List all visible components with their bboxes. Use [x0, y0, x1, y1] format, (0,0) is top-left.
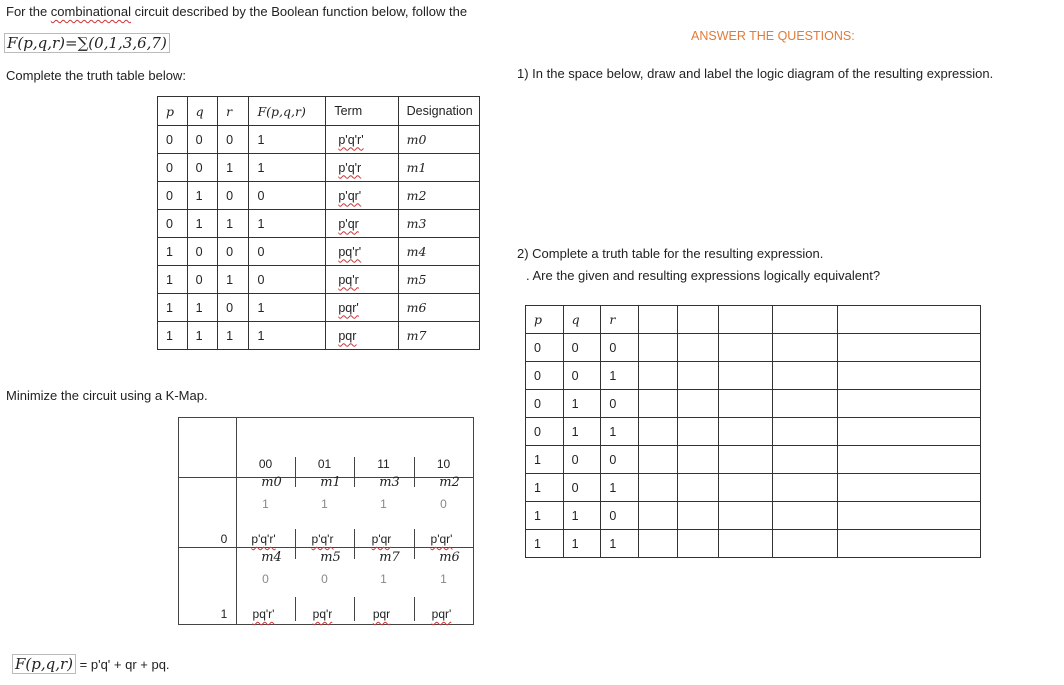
truth-table-cell-desig: m6	[398, 294, 479, 322]
answer-cell-blank[interactable]	[638, 502, 677, 530]
truth-table-cell-f: 1	[249, 322, 326, 350]
truth-table-cell-p: 0	[158, 126, 188, 154]
kmap-col-header: 00	[258, 457, 273, 471]
truth-table-cell-f: 1	[249, 294, 326, 322]
kmap-col-header: 10	[436, 457, 451, 471]
kmap-minterm: m3	[379, 475, 400, 490]
answer-cell-value[interactable]: 0	[601, 390, 639, 418]
truth-table-header-1: q	[187, 97, 218, 126]
kmap-value: 1	[321, 497, 328, 511]
answer-cell-blank[interactable]	[773, 474, 838, 502]
truth-table-cell-f: 0	[249, 266, 326, 294]
truth-table-cell-term	[326, 154, 398, 182]
answer-header-p[interactable]: p	[526, 306, 564, 334]
answer-cell-value[interactable]: 1	[563, 418, 601, 446]
answer-cell-blank[interactable]	[638, 530, 677, 558]
term-text: p'qr'	[338, 188, 362, 203]
truth-table-cell-desig: m4	[398, 238, 479, 266]
kmap-term: p'qr'	[430, 532, 453, 546]
kmap-minterm: m0	[261, 475, 282, 490]
truth-table-cell-r: 0	[218, 182, 249, 210]
truth-table-cell-q: 1	[187, 182, 218, 210]
truth-table-row	[158, 154, 480, 182]
truth-table-cell-desig: m2	[398, 182, 479, 210]
answer-cell-blank[interactable]	[773, 334, 838, 362]
answer-cell-value[interactable]: 0	[526, 390, 564, 418]
answer-cell-blank[interactable]	[773, 418, 838, 446]
answer-cell-blank[interactable]	[678, 418, 719, 446]
answer-cell-blank[interactable]	[678, 530, 719, 558]
answer-table-row	[526, 418, 981, 446]
intro-line	[6, 4, 467, 19]
kmap-gridline	[178, 417, 179, 625]
kmap-minterm: m1	[320, 475, 341, 490]
answer-cell-blank[interactable]	[838, 502, 981, 530]
truth-table-cell-desig: m7	[398, 322, 479, 350]
truth-table-cell-term	[326, 238, 398, 266]
answer-cell-blank[interactable]	[638, 334, 677, 362]
kmap-value: 0	[262, 572, 269, 586]
kmap-minterm: m7	[379, 550, 400, 565]
answer-cell-value[interactable]: 1	[526, 530, 564, 558]
truth-table-cell-r: 1	[218, 322, 249, 350]
truth-table-cell-desig: m5	[398, 266, 479, 294]
truth-table-cell-p: 1	[158, 238, 188, 266]
kmap-term: pq'r'	[252, 607, 275, 621]
answer-cell-blank[interactable]	[838, 530, 981, 558]
answer-header-blank[interactable]	[718, 306, 772, 334]
truth-table-cell-desig: m3	[398, 210, 479, 238]
answer-cell-blank[interactable]	[838, 390, 981, 418]
answer-cell-value[interactable]: 0	[526, 362, 564, 390]
truth-table-cell-q: 1	[187, 322, 218, 350]
kmap-minterm: m6	[439, 550, 460, 565]
truth-table-row	[158, 210, 480, 238]
truth-table-cell-p: 0	[158, 210, 188, 238]
intro-text-a: For the	[6, 4, 51, 19]
kmap-gridline	[178, 417, 474, 418]
answer-cell-blank[interactable]	[718, 474, 772, 502]
answer-cell-value[interactable]: 0	[563, 474, 601, 502]
kmap-value: 1	[380, 572, 387, 586]
answer-cell-blank[interactable]	[718, 390, 772, 418]
truth-table-cell-r: 0	[218, 294, 249, 322]
truth-table-cell-term	[326, 322, 398, 350]
truth-table-cell-f: 0	[249, 182, 326, 210]
answer-table-row	[526, 530, 981, 558]
truth-table-header-4: Term	[326, 97, 398, 126]
truth-table-row	[158, 182, 480, 210]
kmap-row-header: 0	[220, 532, 228, 546]
truth-table-cell-q: 1	[187, 294, 218, 322]
truth-table-cell-q: 0	[187, 154, 218, 182]
answer-cell-blank[interactable]	[718, 446, 772, 474]
truth-table-header-2: r	[218, 97, 249, 126]
truth-table-cell-p: 1	[158, 294, 188, 322]
answer-cell-blank[interactable]	[678, 474, 719, 502]
truth-table-cell-q: 0	[187, 266, 218, 294]
answer-cell-value[interactable]: 1	[526, 446, 564, 474]
kmap-col-header: 01	[317, 457, 332, 471]
kmap	[178, 417, 474, 625]
truth-table-cell-r: 1	[218, 266, 249, 294]
boolean-function: F(p,q,r)=∑(0,1,3,6,7)	[4, 33, 170, 53]
answer-table-row	[526, 502, 981, 530]
truth-table-cell-q: 0	[187, 238, 218, 266]
kmap-col-header: 11	[377, 457, 390, 471]
kmap-term: p'q'r	[311, 532, 334, 546]
truth-table-cell-r: 0	[218, 126, 249, 154]
answer-table-row	[526, 474, 981, 502]
answer-cell-blank[interactable]	[718, 334, 772, 362]
answer-cell-value[interactable]: 1	[601, 474, 639, 502]
kmap-minterm: m5	[320, 550, 341, 565]
truth-table-cell-term	[326, 210, 398, 238]
kmap-term: pqr'	[431, 607, 452, 621]
kmap-gridline	[178, 547, 474, 548]
term-text: pq'r	[338, 272, 359, 287]
truth-table-cell-p: 1	[158, 266, 188, 294]
answer-cell-blank[interactable]	[838, 334, 981, 362]
answer-cell-blank[interactable]	[718, 418, 772, 446]
truth-table-cell-q: 1	[187, 210, 218, 238]
truth-table-cell-r: 0	[218, 238, 249, 266]
term-text: pqr	[338, 328, 357, 343]
answer-cell-blank[interactable]	[838, 418, 981, 446]
truth-table-cell-r: 1	[218, 210, 249, 238]
answer-table-row	[526, 334, 981, 362]
result-rhs: = p'q' + qr + pq.	[79, 657, 170, 672]
answer-cell-blank[interactable]	[718, 502, 772, 530]
term-text: p'q'r'	[338, 132, 364, 147]
answer-cell-blank[interactable]	[838, 446, 981, 474]
answer-cell-blank[interactable]	[678, 334, 719, 362]
truth-table-header-3: F(p,q,r)	[249, 97, 326, 126]
kmap-gridline	[473, 417, 474, 625]
answer-cell-blank[interactable]	[638, 446, 677, 474]
truth-table-cell-q: 0	[187, 126, 218, 154]
truth-table-cell-term	[326, 182, 398, 210]
answer-truth-table	[525, 305, 981, 558]
answer-cell-value[interactable]: 0	[563, 446, 601, 474]
truth-table-cell-term	[326, 266, 398, 294]
truth-table-row	[158, 126, 480, 154]
term-text: pq'r'	[338, 244, 362, 259]
truth-table	[157, 96, 480, 350]
question-2: 2) Complete a truth table for the resulting expression.	[517, 246, 824, 261]
intro-text-word: combinational	[50, 4, 132, 19]
truth-table-cell-f: 0	[249, 238, 326, 266]
answer-cell-blank[interactable]	[638, 362, 677, 390]
kmap-term: p'q'r'	[251, 532, 276, 546]
answer-cell-blank[interactable]	[773, 390, 838, 418]
truth-table-row	[158, 266, 480, 294]
question-1: 1) In the space below, draw and label the logic diagram of the resulting expression.	[517, 66, 994, 81]
answer-cell-value[interactable]: 0	[601, 446, 639, 474]
answer-cell-blank[interactable]	[718, 530, 772, 558]
answer-cell-blank[interactable]	[838, 474, 981, 502]
kmap-row-header: 1	[220, 607, 228, 621]
answer-cell-blank[interactable]	[678, 362, 719, 390]
kmap-term: pq'r	[312, 607, 333, 621]
answer-cell-value[interactable]: 0	[601, 502, 639, 530]
answer-header-blank[interactable]	[638, 306, 677, 334]
kmap-value: 1	[262, 497, 269, 511]
result-lhs: F(p,q,r)	[12, 654, 76, 674]
answer-header-blank[interactable]	[773, 306, 838, 334]
kmap-minterm: m2	[439, 475, 460, 490]
answer-cell-blank[interactable]	[718, 362, 772, 390]
truth-table-cell-f: 1	[249, 126, 326, 154]
answer-cell-blank[interactable]	[638, 390, 677, 418]
truth-table-cell-p: 0	[158, 182, 188, 210]
answer-cell-value[interactable]: 0	[563, 362, 601, 390]
kmap-minterm: m4	[261, 550, 282, 565]
answer-cell-value[interactable]: 1	[601, 530, 639, 558]
kmap-gridline	[236, 417, 237, 625]
answer-cell-blank[interactable]	[773, 446, 838, 474]
answer-title: ANSWER THE QUESTIONS:	[691, 29, 855, 43]
truth-table-cell-desig: m0	[398, 126, 479, 154]
answer-cell-blank[interactable]	[678, 446, 719, 474]
truth-table-cell-f: 1	[249, 154, 326, 182]
answer-table-row	[526, 446, 981, 474]
kmap-value: 0	[440, 497, 447, 511]
intro-text-b: circuit described by the Boolean function below, follow the	[131, 4, 468, 19]
answer-header-q[interactable]: q	[563, 306, 601, 334]
truth-table-cell-term	[326, 294, 398, 322]
question-2b: . Are the given and resulting expressions logically equivalent?	[526, 268, 881, 283]
answer-header-blank[interactable]	[678, 306, 719, 334]
kmap-value: 1	[380, 497, 387, 511]
result-expression	[12, 655, 170, 673]
answer-header-r[interactable]: r	[601, 306, 639, 334]
answer-table-header	[526, 306, 981, 334]
answer-cell-value[interactable]: 1	[563, 502, 601, 530]
answer-cell-value[interactable]: 1	[601, 418, 639, 446]
answer-cell-blank[interactable]	[773, 502, 838, 530]
truth-table-cell-p: 0	[158, 154, 188, 182]
truth-table-cell-r: 1	[218, 154, 249, 182]
answer-cell-blank[interactable]	[638, 418, 677, 446]
kmap-term: p'qr	[371, 532, 392, 546]
answer-cell-value[interactable]: 0	[601, 334, 639, 362]
answer-cell-value[interactable]: 1	[526, 502, 564, 530]
answer-cell-blank[interactable]	[838, 362, 981, 390]
truth-table-cell-term	[326, 126, 398, 154]
answer-cell-blank[interactable]	[638, 474, 677, 502]
answer-cell-value[interactable]: 0	[526, 418, 564, 446]
kmap-value: 1	[440, 572, 447, 586]
truth-table-prompt: Complete the truth table below:	[6, 68, 186, 83]
truth-table-row	[158, 238, 480, 266]
kmap-term: pqr	[372, 607, 391, 621]
answer-cell-blank[interactable]	[773, 362, 838, 390]
truth-table-row	[158, 322, 480, 350]
term-text: p'qr	[338, 216, 359, 231]
kmap-gridline	[178, 624, 474, 625]
answer-cell-value[interactable]: 0	[563, 334, 601, 362]
answer-cell-value[interactable]: 1	[526, 474, 564, 502]
answer-table-row	[526, 390, 981, 418]
answer-cell-value[interactable]: 1	[563, 390, 601, 418]
answer-cell-blank[interactable]	[773, 530, 838, 558]
answer-cell-blank[interactable]	[678, 390, 719, 418]
truth-table-header-0: p	[158, 97, 188, 126]
term-text: p'q'r	[338, 160, 362, 175]
truth-table-header-5: Designation	[398, 97, 479, 126]
answer-cell-blank[interactable]	[678, 502, 719, 530]
answer-cell-value[interactable]: 1	[601, 362, 639, 390]
kmap-prompt: Minimize the circuit using a K-Map.	[6, 388, 208, 403]
answer-table-row	[526, 362, 981, 390]
answer-cell-value[interactable]: 0	[526, 334, 564, 362]
kmap-value: 0	[321, 572, 328, 586]
truth-table-cell-f: 1	[249, 210, 326, 238]
truth-table-cell-p: 1	[158, 322, 188, 350]
truth-table-cell-desig: m1	[398, 154, 479, 182]
truth-table-row	[158, 294, 480, 322]
answer-cell-value[interactable]: 1	[563, 530, 601, 558]
answer-header-blank[interactable]	[838, 306, 981, 334]
term-text: pqr'	[338, 300, 359, 315]
